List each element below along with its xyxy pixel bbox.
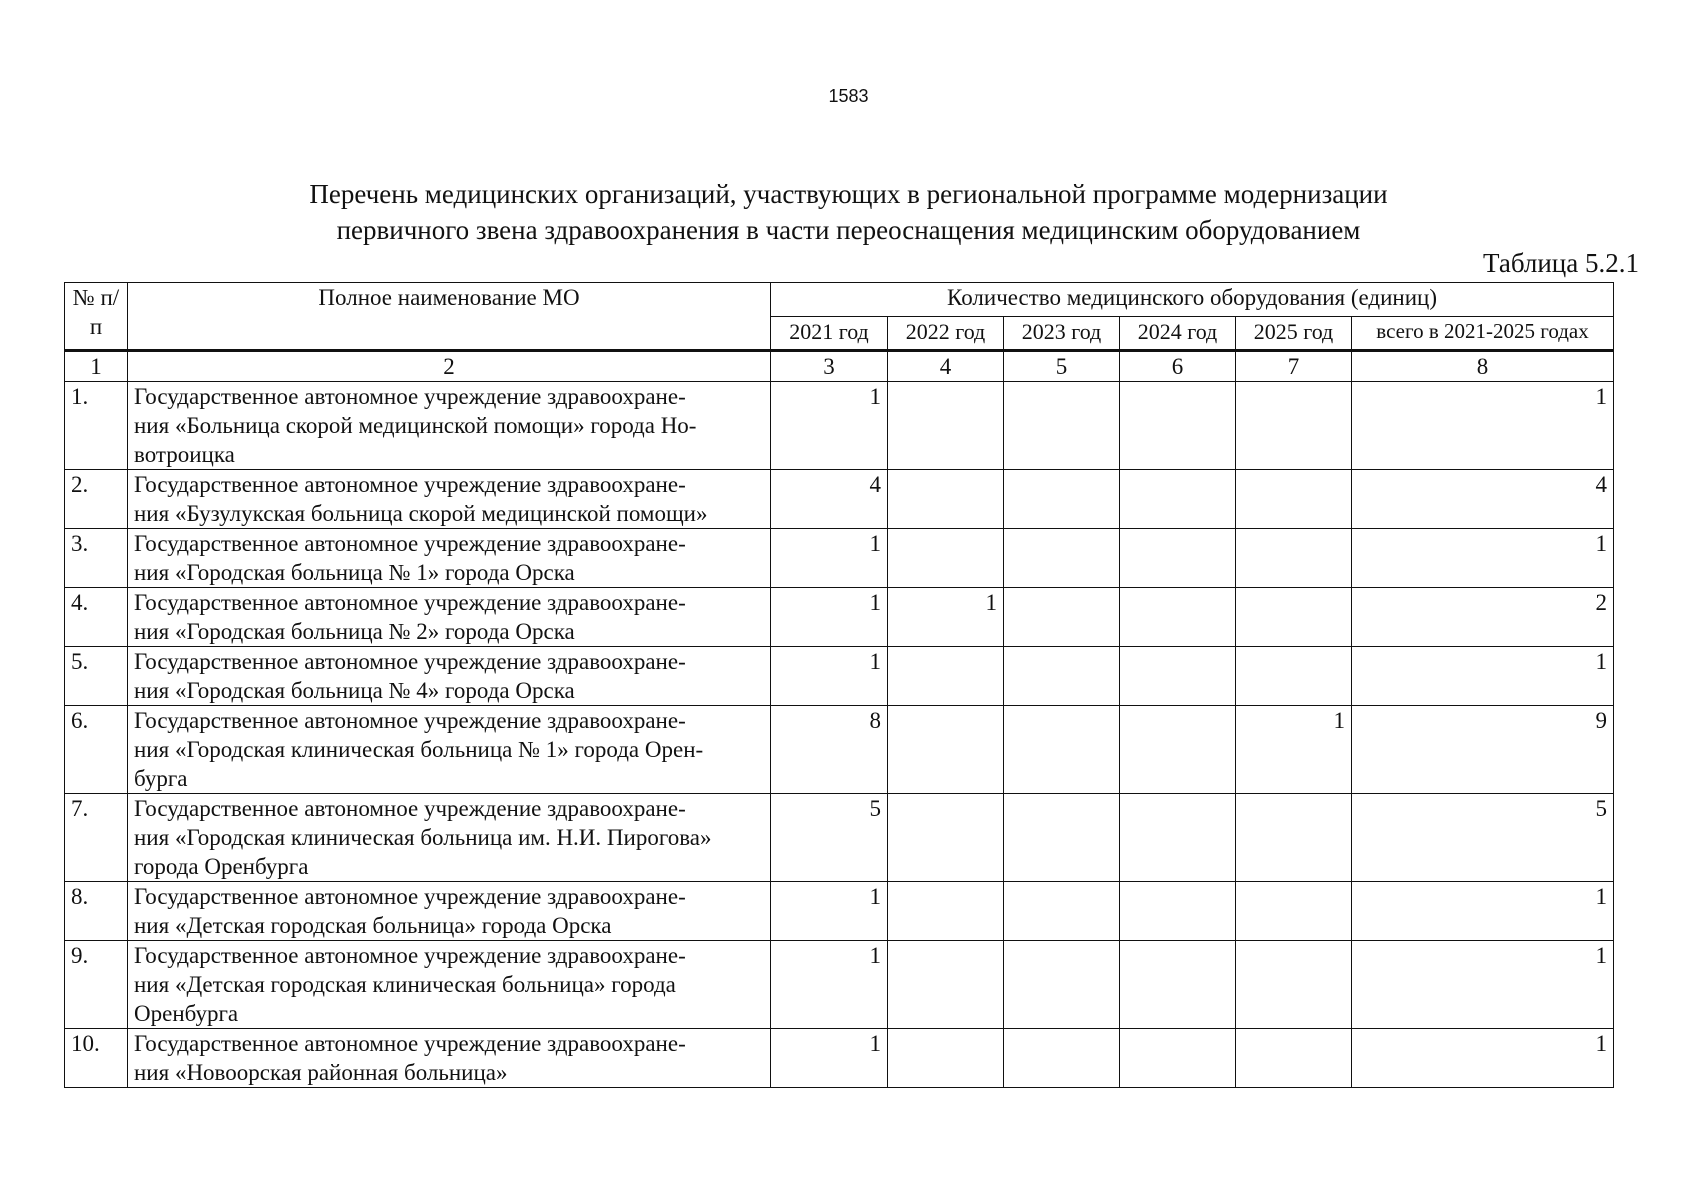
total-value: 1 [1352,941,1614,1029]
year-value-2022 [888,470,1004,529]
year-value-2024 [1120,647,1236,706]
document-title [0,176,1697,248]
organization-name-line: Государственное автономное учреждение здравоохране- [134,590,686,615]
row-number: 7. [65,794,128,882]
organization-name [128,588,771,647]
year-value-2023 [1004,529,1120,588]
year-value-2024 [1120,882,1236,941]
header-year-2023: 2023 год [1004,317,1120,351]
total-value: 9 [1352,706,1614,794]
year-value-2021: 1 [771,882,888,941]
organization-name-line: ния «Городская больница № 1» города Орска [134,560,575,585]
year-value-2025 [1236,941,1352,1029]
header-year-2025: 2025 год [1236,317,1352,351]
year-value-2021: 1 [771,529,888,588]
column-number: 8 [1352,351,1614,382]
table-row [65,647,1614,706]
year-value-2022 [888,706,1004,794]
year-value-2022: 1 [888,588,1004,647]
organization-name-line: ния «Бузулукская больница скорой медицинской помощи» [134,501,708,526]
organization-name [128,470,771,529]
year-value-2025 [1236,794,1352,882]
year-value-2021: 5 [771,794,888,882]
year-value-2024 [1120,941,1236,1029]
header-year-2021: 2021 год [771,317,888,351]
column-number: 4 [888,351,1004,382]
organization-name-line: ния «Городская клиническая больница им. Н.И. Пирогова» [134,825,712,850]
row-number: 10. [65,1029,128,1088]
organization-name-line: Государственное автономное учреждение здравоохране- [134,531,686,556]
year-value-2023 [1004,882,1120,941]
organization-name [128,1029,771,1088]
row-number: 5. [65,647,128,706]
year-value-2022 [888,647,1004,706]
organization-name [128,941,771,1029]
row-number: 4. [65,588,128,647]
year-value-2024 [1120,529,1236,588]
row-number: 1. [65,382,128,470]
column-number: 3 [771,351,888,382]
table-row [65,794,1614,882]
organization-name [128,794,771,882]
year-value-2021: 8 [771,706,888,794]
year-value-2025 [1236,470,1352,529]
column-number-row [65,351,1614,382]
year-value-2022 [888,1029,1004,1088]
table-row [65,529,1614,588]
year-value-2023 [1004,706,1120,794]
header-name: Полное наименование МО [128,283,771,351]
organization-name-line: Оренбурга [134,1001,239,1026]
year-value-2021: 1 [771,382,888,470]
column-number: 5 [1004,351,1120,382]
organization-name-line: Государственное автономное учреждение здравоохране- [134,384,686,409]
year-value-2023 [1004,382,1120,470]
total-value: 1 [1352,382,1614,470]
year-value-2021: 1 [771,941,888,1029]
total-value: 5 [1352,794,1614,882]
equipment-table [64,282,1614,1088]
organization-name [128,882,771,941]
header-total: всего в 2021-2025 годах [1352,317,1614,351]
organization-name-line: ния «Больница скорой медицинской помощи» города Но- [134,413,697,438]
total-value: 1 [1352,647,1614,706]
row-number: 9. [65,941,128,1029]
header-num: № п/п [65,283,128,351]
table-row [65,382,1614,470]
row-number: 2. [65,470,128,529]
year-value-2022 [888,941,1004,1029]
organization-name-line: Государственное автономное учреждение здравоохране- [134,1031,686,1056]
organization-name-line: Государственное автономное учреждение здравоохране- [134,884,686,909]
title-line: первичного звена здравоохранения в части переоснащения медицинским оборудованием [336,215,1361,245]
column-number: 1 [65,351,128,382]
year-value-2024 [1120,706,1236,794]
table-row [65,706,1614,794]
year-value-2023 [1004,588,1120,647]
year-value-2021: 1 [771,588,888,647]
header-row [65,283,1614,317]
year-value-2021: 4 [771,470,888,529]
organization-name [128,529,771,588]
table-row [65,941,1614,1029]
organization-name-line: Государственное автономное учреждение здравоохране- [134,708,686,733]
year-value-2025 [1236,647,1352,706]
year-value-2025 [1236,1029,1352,1088]
year-value-2023 [1004,794,1120,882]
column-number: 7 [1236,351,1352,382]
header-year-2024: 2024 год [1120,317,1236,351]
organization-name-line: бурга [134,766,188,791]
organization-name-line: ния «Городская клиническая больница № 1» города Орен- [134,737,704,762]
year-value-2025 [1236,529,1352,588]
year-value-2025 [1236,588,1352,647]
header-quantity-group: Количество медицинского оборудования (единиц) [771,283,1614,317]
table-row [65,1029,1614,1088]
table-row [65,588,1614,647]
page-number: 1583 [828,86,869,106]
year-value-2023 [1004,1029,1120,1088]
total-value: 4 [1352,470,1614,529]
table-caption: Таблица 5.2.1 [1483,248,1639,278]
row-number: 3. [65,529,128,588]
row-number: 8. [65,882,128,941]
organization-name [128,647,771,706]
year-value-2024 [1120,1029,1236,1088]
year-value-2022 [888,794,1004,882]
year-value-2022 [888,529,1004,588]
organization-name [128,706,771,794]
organization-name-line: Государственное автономное учреждение здравоохране- [134,472,686,497]
organization-name-line: вотроицка [134,442,235,467]
year-value-2024 [1120,382,1236,470]
year-value-2021: 1 [771,1029,888,1088]
table-row [65,470,1614,529]
organization-name-line: города Оренбурга [134,854,309,879]
organization-name-line: ния «Городская больница № 2» города Орска [134,619,575,644]
organization-name-line: Государственное автономное учреждение здравоохране- [134,649,686,674]
year-value-2023 [1004,470,1120,529]
column-number: 2 [128,351,771,382]
organization-name [128,382,771,470]
year-value-2023 [1004,647,1120,706]
table-row [65,882,1614,941]
year-value-2024 [1120,794,1236,882]
year-value-2022 [888,882,1004,941]
organization-name-line: ния «Новоорская районная больница» [134,1060,508,1085]
year-value-2025: 1 [1236,706,1352,794]
header-year-2022: 2022 год [888,317,1004,351]
year-value-2022 [888,382,1004,470]
year-value-2024 [1120,588,1236,647]
title-line: Перечень медицинских организаций, участвующих в региональной программе модернизации [309,179,1388,209]
total-value: 1 [1352,882,1614,941]
organization-name-line: Государственное автономное учреждение здравоохране- [134,943,686,968]
total-value: 1 [1352,529,1614,588]
organization-name-line: Государственное автономное учреждение здравоохране- [134,796,686,821]
year-value-2021: 1 [771,647,888,706]
year-value-2025 [1236,882,1352,941]
organization-name-line: ния «Детская городская клиническая больница» города [134,972,676,997]
year-value-2025 [1236,382,1352,470]
total-value: 2 [1352,588,1614,647]
organization-name-line: ния «Детская городская больница» города Орска [134,913,612,938]
column-number: 6 [1120,351,1236,382]
year-value-2023 [1004,941,1120,1029]
row-number: 6. [65,706,128,794]
year-value-2024 [1120,470,1236,529]
total-value: 1 [1352,1029,1614,1088]
organization-name-line: ния «Городская больница № 4» города Орска [134,678,575,703]
